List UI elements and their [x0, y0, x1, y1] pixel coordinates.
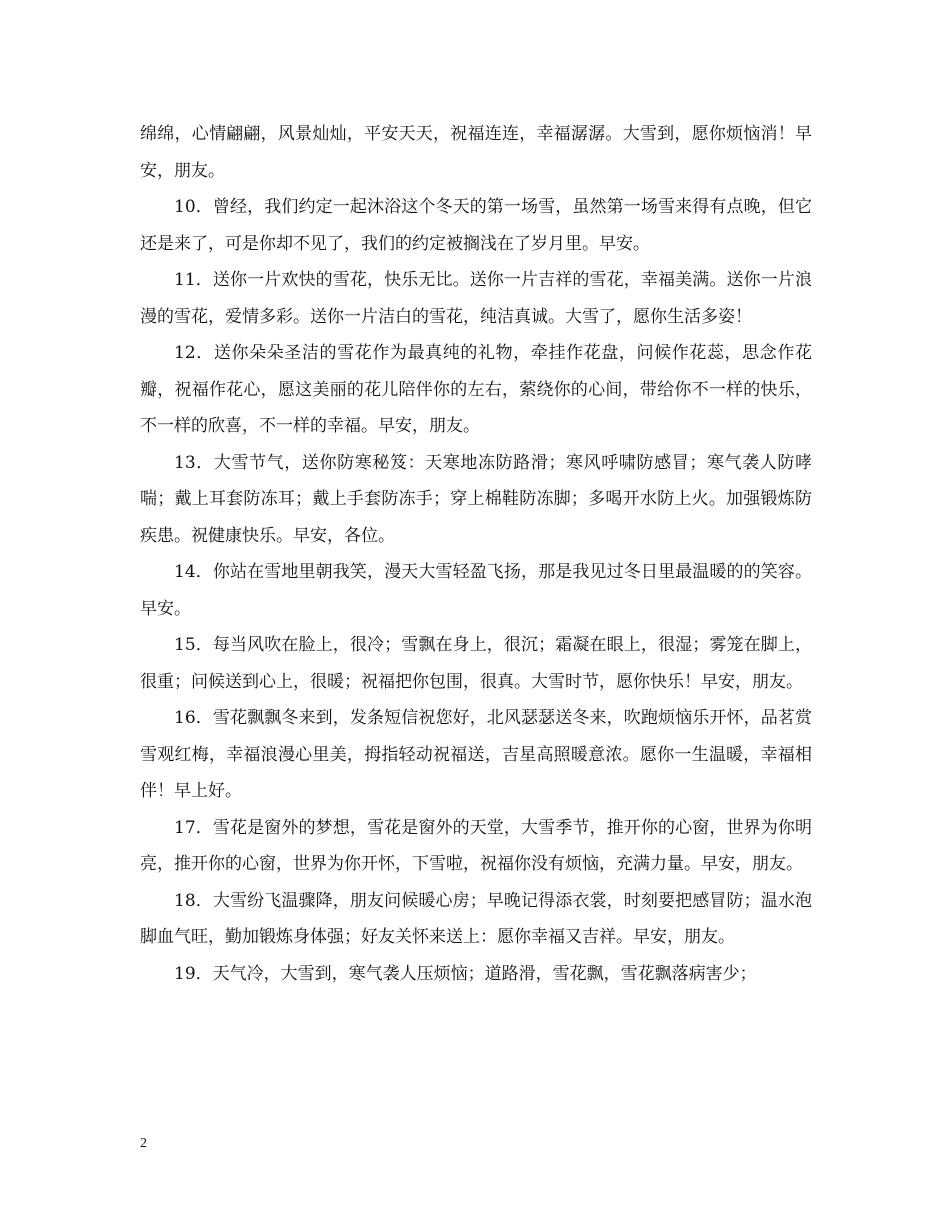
paragraph-item-18: 18．大雪纷飞温骤降，朋友问候暖心房；早晚记得添衣裳，时刻要把感冒防；温水泡脚血气旺，勤加锻炼身体强；好友关怀来送上：愿你幸福又吉祥。早安，朋友。: [140, 890, 812, 947]
paragraph-item-19: 19．天气冷，大雪到，寒气袭人压烦恼；道路滑，雪花飘，雪花飘落病害少；: [174, 963, 757, 984]
paragraph-item-12: 12．送你朵朵圣洁的雪花作为最真纯的礼物，牵挂作花盘，问候作花蕊，思念作花瓣，祝福作花心，愿这美丽的花儿陪伴你的左右，萦绕你的心间，带给你不一样的快乐，不一样的欣喜，不一样的幸福。早安，朋友。: [140, 343, 812, 436]
document-body: [140, 116, 812, 992]
paragraph-item-11: 11．送你一片欢快的雪花，快乐无比。送你一片吉祥的雪花，幸福美满。送你一片浪漫的雪花，爱情多彩。送你一片洁白的雪花，纯洁真诚。大雪了，愿你生活多姿！: [140, 270, 812, 327]
page-number: 2: [140, 1136, 147, 1151]
paragraph-item-14: 14．你站在雪地里朝我笑，漫天大雪轻盈飞扬，那是我见过冬日里最温暖的的笑容。早安。: [140, 562, 812, 619]
paragraph-item-10: 10．曾经，我们约定一起沐浴这个冬天的第一场雪，虽然第一场雪来得有点晚，但它还是来了，可是你却不见了，我们的约定被搁浅在了岁月里。早安。: [140, 197, 812, 254]
paragraph-continuation: 绵绵，心情翩翩，风景灿灿，平安天天，祝福连连，幸福潺潺。大雪到，愿你烦恼消！早安，朋友。: [140, 124, 812, 181]
paragraph-item-17: 17．雪花是窗外的梦想，雪花是窗外的天堂，大雪季节，推开你的心窗，世界为你明亮，推开你的心窗，世界为你开怀，下雪啦，祝福你没有烦恼，充满力量。早安，朋友。: [140, 817, 812, 874]
paragraph-item-15: 15．每当风吹在脸上，很冷；雪飘在身上，很沉；霜凝在眼上，很湿；雾笼在脚上，很重；问候送到心上，很暖；祝福把你包围，很真。大雪时节，愿你快乐！早安，朋友。: [140, 635, 812, 692]
paragraph-item-13: 13．大雪节气，送你防寒秘笈：天寒地冻防路滑；寒风呼啸防感冒；寒气袭人防哮喘；戴上耳套防冻耳；戴上手套防冻手；穿上棉鞋防冻脚；多喝开水防上火。加强锻炼防疾患。祝健康快乐。早安，各位。: [140, 452, 812, 546]
paragraph-item-16: 16．雪花飘飘冬来到，发条短信祝您好，北风瑟瑟送冬来，吹跑烦恼乐开怀，品茗赏雪观红梅，幸福浪漫心里美，拇指轻动祝福送，吉星高照暖意浓。愿你一生温暖，幸福相伴！早上好。: [140, 708, 812, 801]
